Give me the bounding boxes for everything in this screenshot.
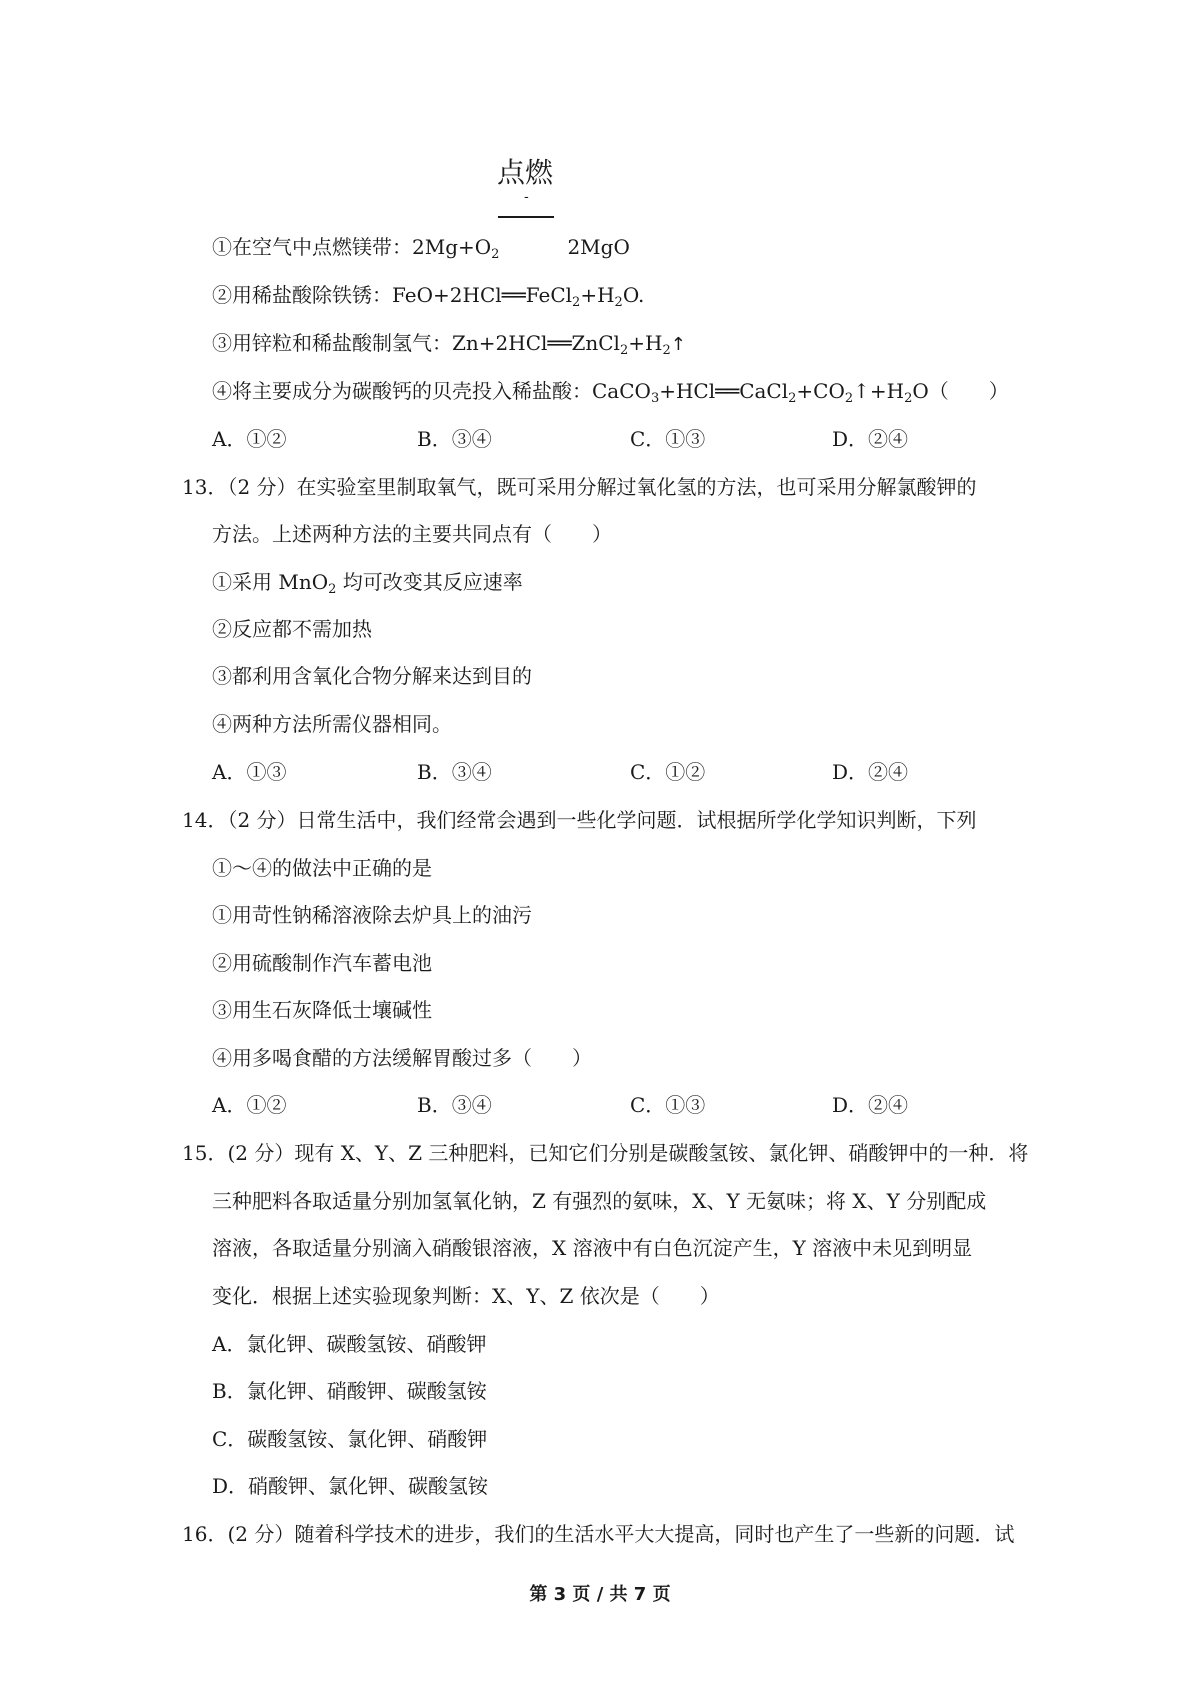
q13-stem-line-2: 方法。上述两种方法的主要共同点有（ ） xyxy=(212,522,612,546)
q15-stem-line-4: 变化．根据上述实验现象判断：X、Y、Z 依次是（ ） xyxy=(212,1284,720,1308)
q13-option-d: D．②④ xyxy=(832,760,909,784)
q13-item-2: ②反应都不需加热 xyxy=(212,617,372,641)
q14-option-a: A．①② xyxy=(212,1093,287,1117)
q12-option-a: A．①② xyxy=(212,427,287,451)
q15-option-c: C．碳酸氢铵、氯化钾、硝酸钾 xyxy=(212,1427,488,1451)
q14-option-b: B．③④ xyxy=(417,1093,492,1117)
q12-item-3: ③用锌粒和稀盐酸制氢气：$Zn+2HCl══ZnCl_2+H_2↑$ xyxy=(212,331,686,358)
q13-item-4: ④两种方法所需仪器相同。 xyxy=(212,712,452,736)
q12-item-4: ④将主要成分为碳酸钙的贝壳投入稀盐酸：$CaCO_3+HCl══CaCl_2+CO_2↑+H_2O$（ ） xyxy=(212,379,1009,406)
q14-stem-line-2: ①～④的做法中正确的是 xyxy=(212,856,432,880)
q12-option-c: C．①③ xyxy=(630,427,706,451)
q14-item-2: ②用硫酸制作汽车蓄电池 xyxy=(212,951,432,975)
q12-option-d: D．②④ xyxy=(832,427,909,451)
q13-item-3: ③都利用含氧化合物分解来达到目的 xyxy=(212,664,532,688)
q14-option-d: D．②④ xyxy=(832,1093,909,1117)
q12-item-2: ②用稀盐酸除铁锈：$FeO+2HCl══FeCl_2+H_2O$. xyxy=(212,283,645,310)
q15-stem-line-3: 溶液，各取适量分别滴入硝酸银溶液，X 溶液中有白色沉淀产生，Y 溶液中未见到明显 xyxy=(212,1236,973,1260)
q14-stem-line-1: 14．（2 分）日常生活中，我们经常会遇到一些化学问题．试根据所学化学知识判断，下列 xyxy=(182,808,977,832)
q15-stem-line-2: 三种肥料各取适量分别加氢氧化钠，Z 有强烈的氨味，X、Y 无氨味；将 X、Y 分别配成 xyxy=(212,1189,987,1213)
q13-item-1: ①采用 MnO$_2$ 均可改变其反应速率 xyxy=(212,570,523,597)
condition-mark: - xyxy=(524,189,529,205)
q14-item-1: ①用苛性钠稀溶液除去炉具上的油污 xyxy=(212,903,532,927)
q13-option-a: A．①③ xyxy=(212,760,287,784)
q12-option-b: B．③④ xyxy=(417,427,492,451)
q14-item-3: ③用生石灰降低士壤碱性 xyxy=(212,998,432,1022)
q15-option-d: D．硝酸钾、氯化钾、碳酸氢铵 xyxy=(212,1474,489,1498)
reaction-condition-bar xyxy=(498,216,554,218)
q15-option-a: A．氯化钾、碳酸氢铵、硝酸钾 xyxy=(212,1332,487,1356)
q13-stem-line-1: 13．（2 分）在实验室里制取氧气，既可采用分解过氧化氢的方法，也可采用分解氯酸钾的 xyxy=(182,475,977,499)
q13-option-b: B．③④ xyxy=(417,760,492,784)
q15-stem-line-1: 15．(2 分）现有 X、Y、Z 三种肥料，已知它们分别是碳酸氢铵、氯化钾、硝酸钾中的一种．将 xyxy=(182,1141,1029,1165)
reaction-condition-label: 点燃 xyxy=(497,156,554,189)
q14-option-c: C．①③ xyxy=(630,1093,706,1117)
q15-option-b: B．氯化钾、硝酸钾、碳酸氢铵 xyxy=(212,1379,487,1403)
q14-item-4: ④用多喝食醋的方法缓解胃酸过多（ ） xyxy=(212,1046,592,1070)
q13-option-c: C．①② xyxy=(630,760,706,784)
q16-stem-line-1: 16．(2 分）随着科学技术的进步，我们的生活水平大大提高，同时也产生了一些新的问题．试 xyxy=(182,1522,1015,1546)
q12-item-1: ①在空气中点燃镁带：$2Mg+O_2$ 2MgO xyxy=(212,235,630,262)
page-footer: 第 3 页 / 共 7 页 xyxy=(529,1584,671,1605)
